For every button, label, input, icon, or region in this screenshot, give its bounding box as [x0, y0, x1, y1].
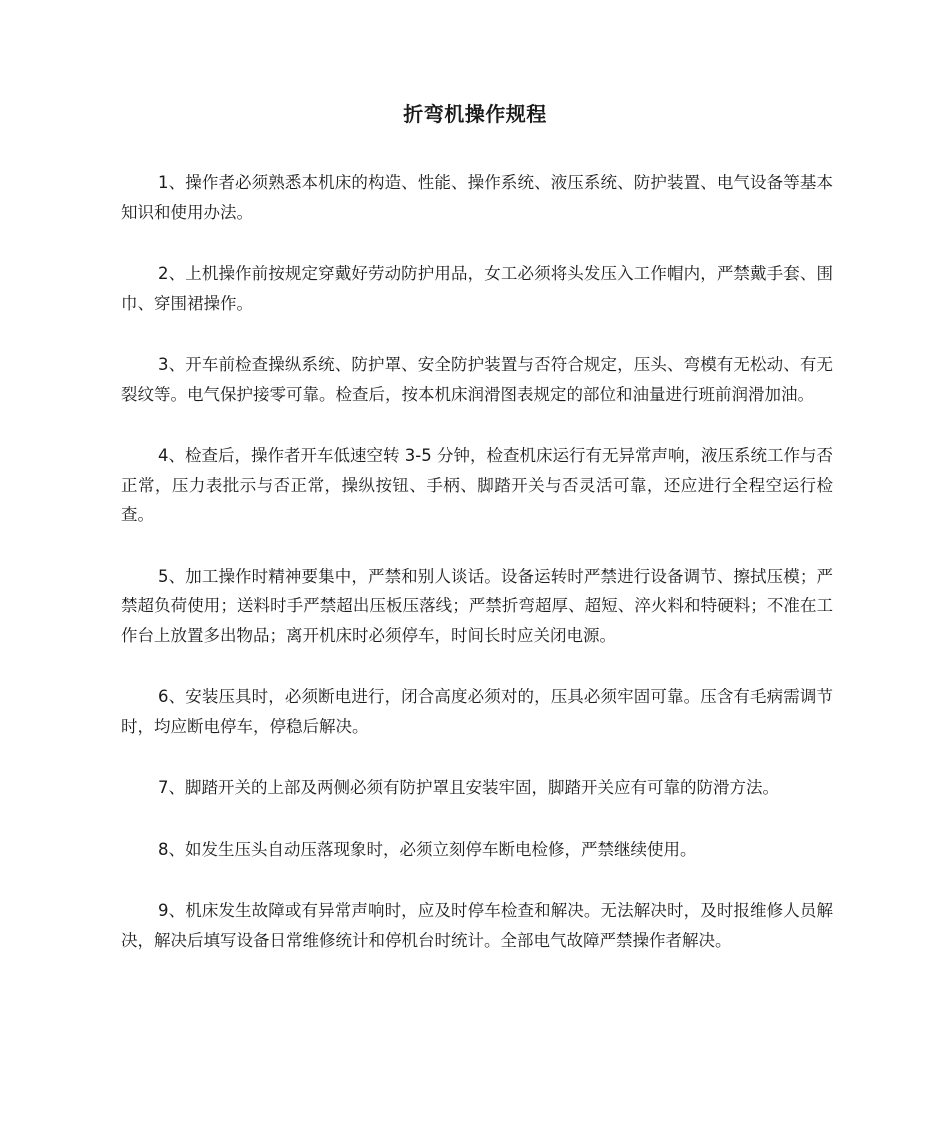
clause-8: 8、如发生压头自动压落现象时，必须立刻停车断电检修，严禁继续使用。	[158, 839, 697, 859]
clause-1: 1、操作者必须熟悉本机床的构造、性能、操作系统、液压系统、防护装置、电气设备等基本知识和使用办法。	[121, 173, 833, 222]
document-title: 折弯机操作规程	[403, 102, 547, 126]
clause-list	[121, 168, 833, 987]
clause-5: 5、加工操作时精神要集中，严禁和别人谈话。设备运转时严禁进行设备调节、擦拭压模；严禁超负荷使用；送料时手严禁超出压板压落线；严禁折弯超厚、超短、淬火料和特硬料；不准在工作台上放置多出物品；离开机床时必须停车，时间长时应关闭电源。	[121, 566, 833, 645]
clause-2: 2、上机操作前按规定穿戴好劳动防护用品，女工必须将头发压入工作帽内，严禁戴手套、围巾、穿围裙操作。	[121, 264, 833, 313]
clause-9: 9、机床发生故障或有异常声响时，应及时停车检查和解决。无法解决时，及时报维修人员解决，解决后填写设备日常维修统计和停机台时统计。全部电气故障严禁操作者解决。	[121, 901, 833, 950]
clause-3: 3、开车前检查操纵系统、防护罩、安全防护装置与否符合规定，压头、弯模有无松动、有无裂纹等。电气保护接零可靠。检查后，按本机床润滑图表规定的部位和油量进行班前润滑加油。	[121, 355, 833, 404]
clause-7: 7、脚踏开关的上部及两侧必须有防护罩且安装牢固，脚踏开关应有可靠的防滑方法。	[158, 778, 779, 797]
clause-4: 4、检查后，操作者开车低速空转 3-5 分钟，检查机床运行有无异常声响，液压系统工作与否正常，压力表批示与否正常，操纵按钮、手柄、脚踏开关与否灵活可靠，还应进行全程空运行检查。	[121, 446, 833, 524]
clause-6: 6、安装压具时，必须断电进行，闭合高度必须对的，压具必须牢固可靠。压含有毛病需调节时，均应断电停车，停稳后解决。	[121, 687, 833, 736]
